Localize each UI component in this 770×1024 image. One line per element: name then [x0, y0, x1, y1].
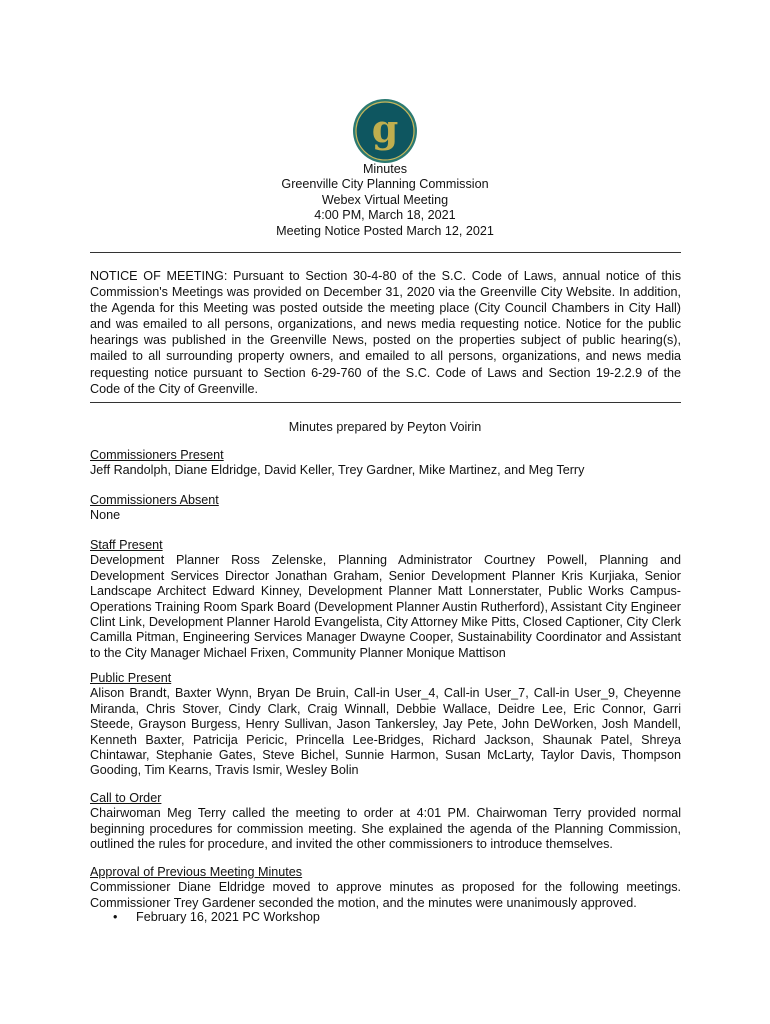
section-body: Jeff Randolph, Diane Eldridge, David Keller, Trey Gardner, Mike Martinez, and Meg Terry	[90, 463, 585, 478]
bullet-text: February 16, 2021 PC Workshop	[136, 910, 320, 924]
section-approval-minutes	[90, 865, 681, 911]
section-staff-present	[90, 538, 681, 661]
section-public-present	[90, 671, 681, 779]
section-heading: Call to Order	[90, 791, 162, 805]
bullet-item	[113, 910, 320, 925]
svg-text:g: g	[371, 106, 399, 151]
section-call-to-order	[90, 791, 681, 853]
section-commissioners-present	[90, 448, 681, 479]
divider-bottom	[90, 402, 681, 403]
prepared-by: Minutes prepared by Peyton Voirin	[288, 420, 482, 434]
header-posted: Meeting Notice Posted March 12, 2021	[276, 223, 494, 238]
section-body: Alison Brandt, Baxter Wynn, Bryan De Bruin, Call-in User_4, Call-in User_7, Call-in User_9, Cheyenne Miranda, Chris Stover, Cindy Clark, Craig Winnall, Debbie Wallace, Deidre Lee, Eric Connor, Garri Steede, Grayson Burgess, Henry Sullivan, Jason Tankersley, Jay Pete, John DeWorken, Josh Mandell, Kenneth Baxter, Patricija Pericic, Princella Lee-Bridges, Richard Jackson, Shaunak Patel, Shreya Chintawar, Stephanie Gates, Steve Bichel, Sunnie Harmon, Susan McLarty, Taylor Davis, Thompson Gooding, Tim Kearns, Travis Ismir, Wesley Bolin	[90, 686, 681, 778]
section-heading: Commissioners Present	[90, 448, 224, 462]
header-org: Greenville City Planning Commission	[281, 177, 489, 192]
section-body: Chairwoman Meg Terry called the meeting to order at 4:01 PM. Chairwoman Terry provided normal beginning procedures for commission meeting. She explained the agenda of the Planning Commission, outlined the rules for procedure, and invited the other commissioners to introduce themselves.	[90, 806, 681, 852]
notice-paragraph: NOTICE OF MEETING: Pursuant to Section 30-4-80 of the S.C. Code of Laws, annual notice of this Commission's Meetings was provided on December 31, 2020 via the Greenville City Website. In addition, the Agenda for this Meeting was posted outside the meeting place (City Council Chambers in City Hall) and was emailed to all persons, organizations, and news media requesting notice. Notice for the public hearings was published in the Greenville News, posted on the properties subject of public hearing(s), mailed to all surrounding property owners, and emailed to all persons, organizations, and news media requesting notice pursuant to Section 6-29-760 of the S.C. Code of Laws and Section 19-2.2.9 of the Code of the City of Greenville.	[90, 269, 681, 396]
header-meeting: Webex Virtual Meeting	[321, 192, 449, 207]
section-body: Commissioner Diane Eldridge moved to approve minutes as proposed for the following meetings. Commissioner Trey Gardener seconded the motion, and the minutes were unanimously approved.	[90, 880, 681, 910]
header-title: Minutes	[362, 162, 408, 176]
document-header	[0, 162, 770, 239]
greenville-logo	[352, 98, 418, 164]
section-heading: Approval of Previous Meeting Minutes	[90, 865, 303, 879]
section-commissioners-absent	[90, 493, 681, 524]
section-heading: Staff Present	[90, 538, 163, 552]
divider-top	[90, 252, 681, 253]
bullet-icon: •	[113, 910, 118, 924]
section-heading: Public Present	[90, 671, 172, 685]
section-heading: Commissioners Absent	[90, 493, 219, 507]
section-body: None	[90, 508, 121, 523]
section-body: Development Planner Ross Zelenske, Planning Administrator Courtney Powell, Planning and Development Services Director Jonathan Graham, Senior Development Planner Kris Kurjiaka, Senior Landscape Architect Edward Kinney, Development Planner Matt Lonnerstater, Public Works Campus- Operations Training Room Spark Board (Development Planner Austin Rutherford), Assistant City Engineer Clint Link, Development Planner Harold Evangelista, City Attorney Mike Pitts, Closed Captioner, City Clerk Camilla Pitman, Engineering Services Manager Dwayne Cooper, Sustainability Coordinator and Assistant to the City Manager Michael Frixen, Community Planner Monique Mattison	[90, 553, 681, 660]
header-datetime: 4:00 PM, March 18, 2021	[314, 208, 456, 223]
